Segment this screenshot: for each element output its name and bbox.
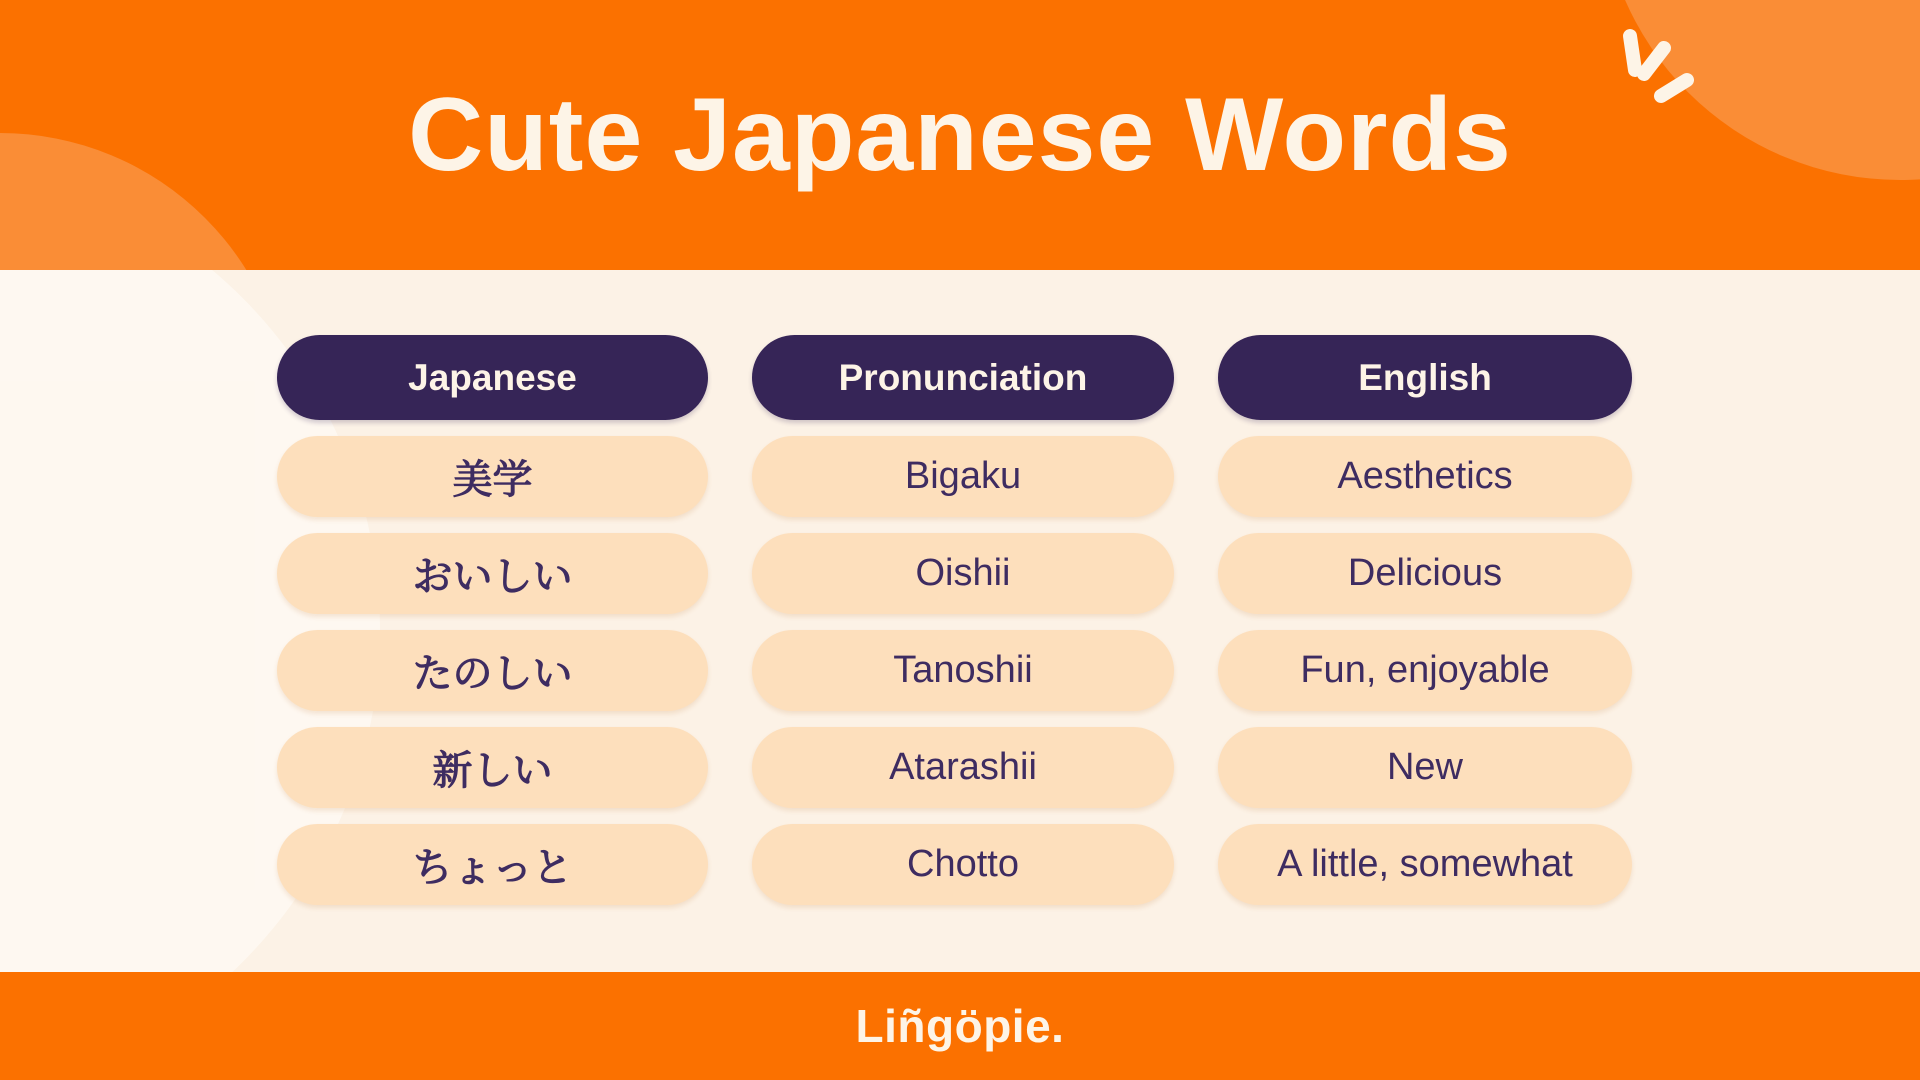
footer-band bbox=[0, 972, 1920, 1080]
cell-japanese: 美学 bbox=[277, 436, 708, 517]
cell-pronunciation: Oishii bbox=[752, 533, 1174, 614]
cell-english: Aesthetics bbox=[1218, 436, 1632, 517]
header-band bbox=[0, 0, 1920, 270]
column-header-english: English bbox=[1218, 335, 1632, 420]
column-header-japanese: Japanese bbox=[277, 335, 708, 420]
cell-english: A little, somewhat bbox=[1218, 824, 1632, 905]
cell-english: Fun, enjoyable bbox=[1218, 630, 1632, 711]
column-header-pronunciation: Pronunciation bbox=[752, 335, 1174, 420]
cell-japanese: ちょっと bbox=[277, 824, 708, 905]
vocab-table bbox=[277, 335, 1632, 905]
brand-logo: Liñgöpie. bbox=[855, 1000, 1065, 1052]
page-title: Cute Japanese Words bbox=[408, 76, 1512, 193]
cell-japanese: 新しい bbox=[277, 727, 708, 808]
cell-pronunciation: Atarashii bbox=[752, 727, 1174, 808]
cell-pronunciation: Tanoshii bbox=[752, 630, 1174, 711]
sparkle-emphasis-icon bbox=[1615, 28, 1707, 130]
cell-pronunciation: Chotto bbox=[752, 824, 1174, 905]
cell-japanese: おいしい bbox=[277, 533, 708, 614]
cell-english: New bbox=[1218, 727, 1632, 808]
cell-pronunciation: Bigaku bbox=[752, 436, 1174, 517]
cell-english: Delicious bbox=[1218, 533, 1632, 614]
cell-japanese: たのしい bbox=[277, 630, 708, 711]
vocab-table-section bbox=[0, 270, 1920, 972]
